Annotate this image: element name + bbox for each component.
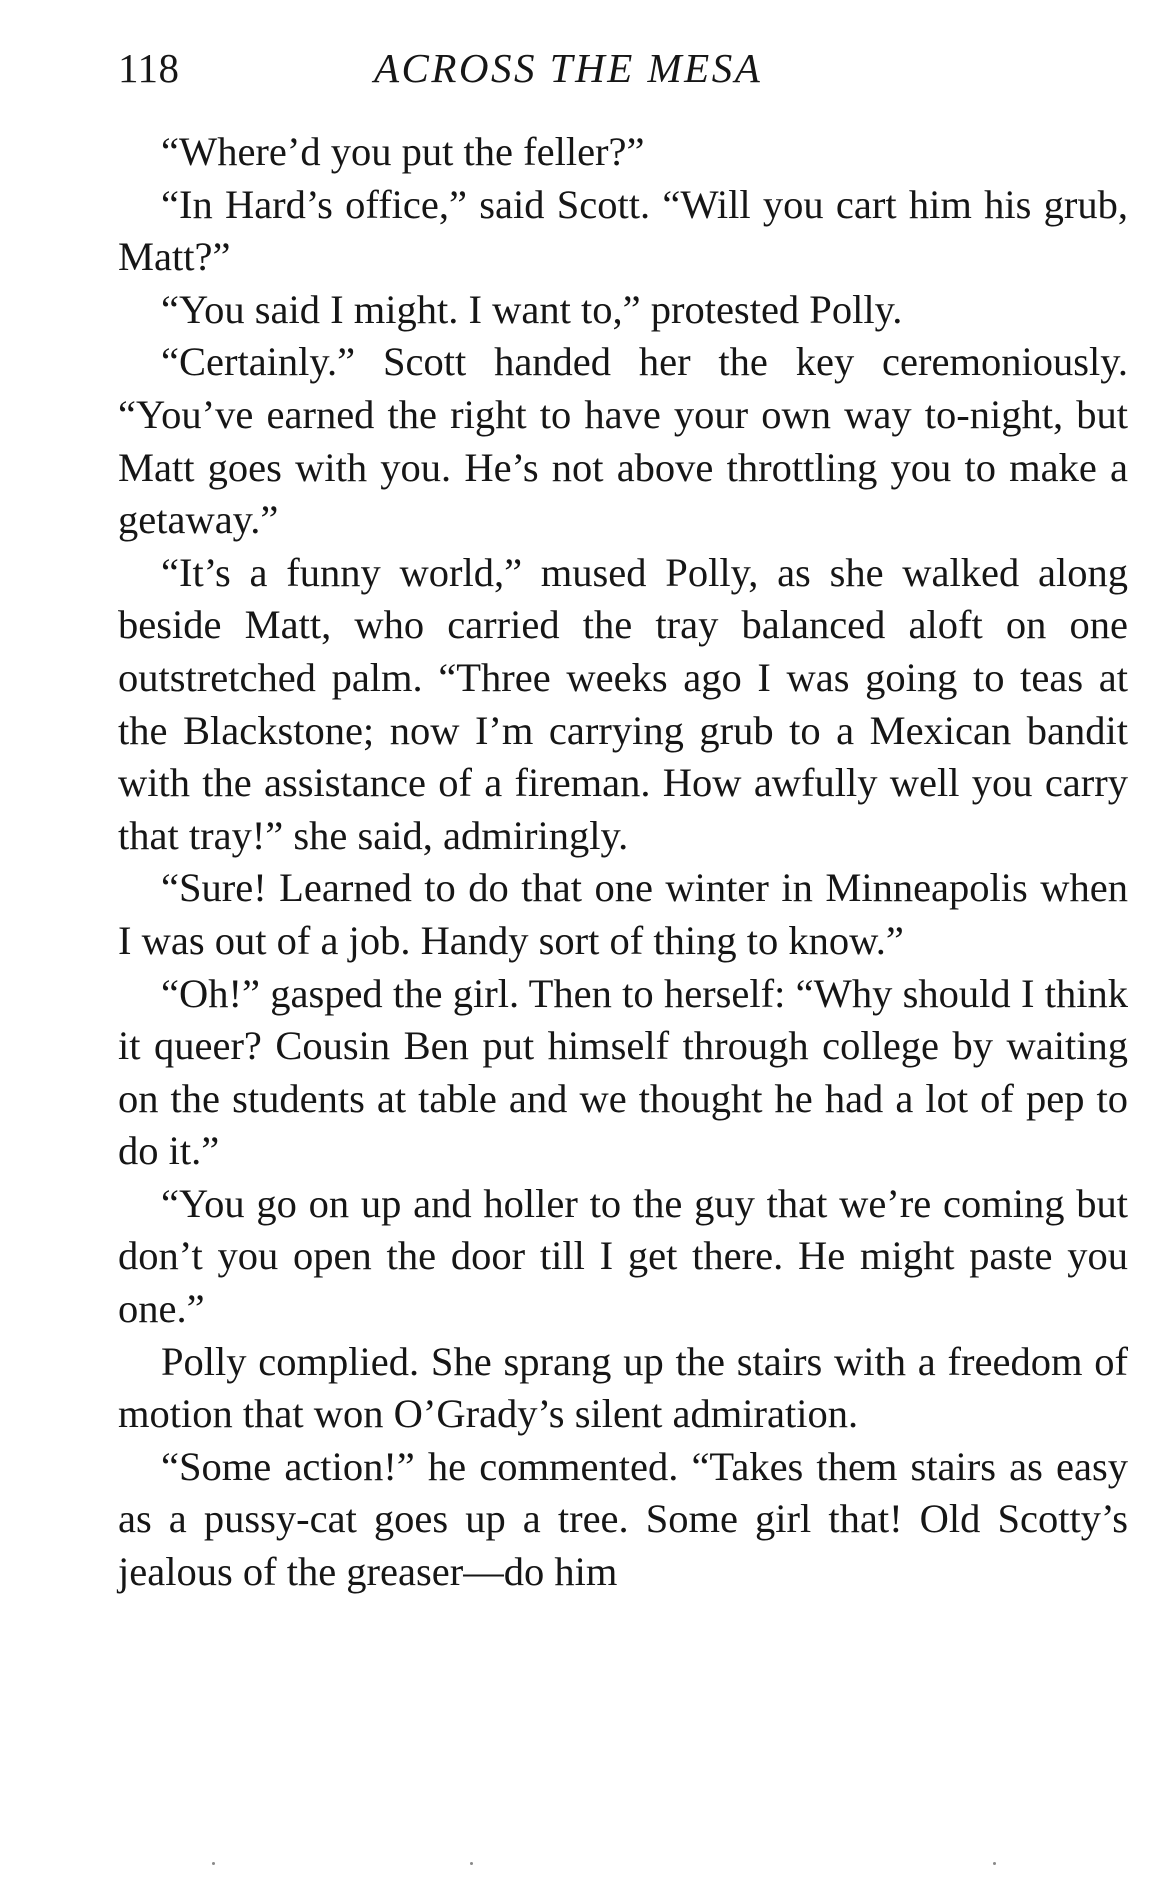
paragraph: “You said I might. I want to,” protested Polly. — [161, 286, 903, 332]
paragraph: “You go on up and holler to the guy that we’re coming but don’t you open the door till I get there. He might paste you one.” — [118, 1180, 1128, 1332]
scan-speck — [470, 1862, 473, 1865]
scan-speck — [993, 1862, 996, 1865]
page-number: 118 — [118, 45, 180, 91]
paragraph: Polly complied. She sprang up the stairs with a freedom of motion that won O’Grady’s silent admiration. — [118, 1338, 1128, 1437]
paragraph: “Certainly.” Scott handed her the key ceremoniously. “You’ve earned the right to have your own way to-night, but Matt goes with you. He’s not above throttling you to make a getaway.” — [118, 339, 1128, 543]
paragraph: “Sure! Learned to do that one winter in Minneapolis when I was out of a job. Handy sort of thing to know.” — [118, 865, 1128, 963]
body-text — [118, 126, 1128, 1599]
paragraph: “It’s a funny world,” mused Polly, as she walked along beside Matt, who carried the tray balanced aloft on one outstretched palm. “Three weeks ago I was going to teas at the Blackstone; now I’m carrying grub to a Mexican bandit with the assistance of a fireman. How awfully well you carry that tray!” she said, admiringly. — [118, 549, 1128, 858]
paragraph: “Some action!” he commented. “Takes them stairs as easy as a pussy-cat goes up a tree. Some girl that! Old Scotty’s jealous of the greaser—do him — [118, 1443, 1128, 1595]
paragraph: “Where’d you put the feller?” — [161, 129, 645, 174]
running-head — [118, 40, 1128, 96]
running-title: ACROSS THE MESA — [374, 45, 763, 91]
paragraph: “In Hard’s office,” said Scott. “Will you cart him his grub, Matt?” — [118, 181, 1128, 280]
paragraph: “Oh!” gasped the girl. Then to herself: “Why should I think it queer? Cousin Ben put himself through college by waiting on the students at table and we thought he had a lot of pep to do it.” — [118, 970, 1128, 1174]
scan-specks — [0, 1862, 1167, 1870]
scan-speck — [212, 1862, 215, 1865]
